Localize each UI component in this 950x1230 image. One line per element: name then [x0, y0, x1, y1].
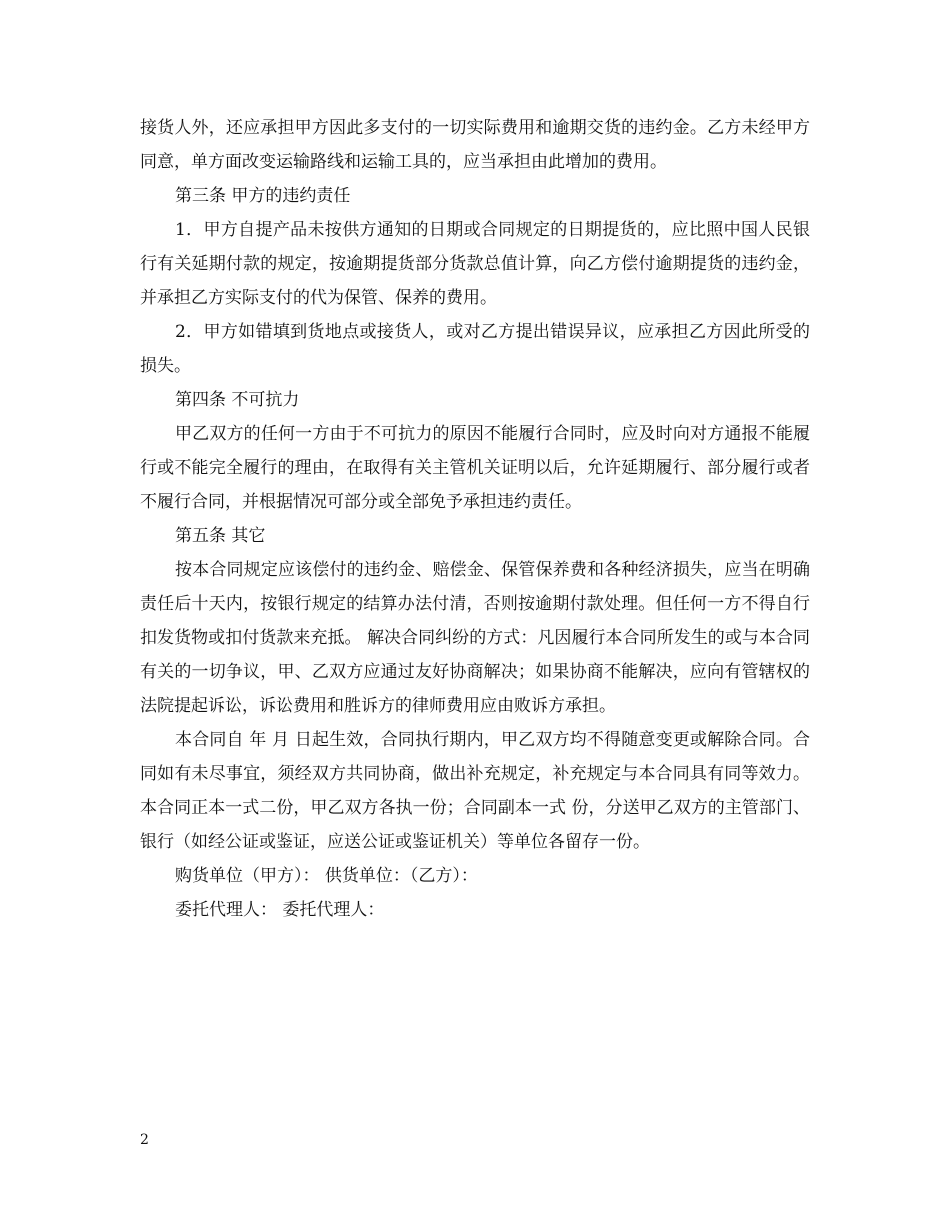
heading-article-3: 第三条 甲方的违约责任	[175, 186, 351, 206]
heading-article-4: 第四条 不可抗力	[175, 390, 300, 410]
paragraph-article-5: 按本合同规定应该偿付的违约金、赔偿金、保管保养费和各种经济损失，应当在明确责任后十天内，按银行规定的结算办法付清，否则按逾期付款处理。但任何一方不得自行扣发货物或扣付货款来充抵。 解决合同纠纷的方式：凡因履行本合同所发生的或与本合同有关的一切争议，甲、乙双方应通过友好协商解决；如果协商不能解决，应向有管辖权的法院提起诉讼，诉讼费用和胜诉方的律师费用应由败诉方承担。	[140, 560, 810, 716]
signature-agents-line: 委托代理人： 委托代理人：	[175, 900, 385, 920]
signature-parties-line: 购货单位（甲方）： 供货单位：（乙方）：	[175, 866, 478, 886]
paragraph-article-3-item-2: 2．甲方如错填到货地点或接货人，或对乙方提出错误异议，应承担乙方因此所受的损失。	[140, 322, 810, 376]
heading-article-5: 第五条 其它	[175, 526, 266, 546]
contract-body	[140, 111, 810, 927]
paragraph-effectiveness: 本合同自 年 月 日起生效，合同执行期内，甲乙双方均不得随意变更或解除合同。合同如有未尽事宜，须经双方共同协商，做出补充规定，补充规定与本合同具有同等效力。本合同正本一式二份，甲乙双方各执一份；合同副本一式 份，分送甲乙双方的主管部门、银行（如经公证或鉴证，应送公证或鉴证机关）等单位各留存一份。	[140, 730, 810, 852]
paragraph-article-3-item-1: 1．甲方自提产品未按供方通知的日期或合同规定的日期提货的，应比照中国人民银行有关延期付款的规定，按逾期提货部分货款总值计算，向乙方偿付逾期提货的违约金，并承担乙方实际支付的代为保管、保养的费用。	[140, 220, 810, 308]
paragraph-article-4: 甲乙双方的任何一方由于不可抗力的原因不能履行合同时，应及时向对方通报不能履行或不能完全履行的理由，在取得有关主管机关证明以后，允许延期履行、部分履行或者不履行合同，并根据情况可部分或全部免予承担违约责任。	[140, 424, 810, 512]
page-number: 2	[140, 1132, 149, 1148]
paragraph-continuation: 接货人外，还应承担甲方因此多支付的一切实际费用和逾期交货的违约金。乙方未经甲方同意，单方面改变运输路线和运输工具的，应当承担由此增加的费用。	[140, 118, 810, 172]
